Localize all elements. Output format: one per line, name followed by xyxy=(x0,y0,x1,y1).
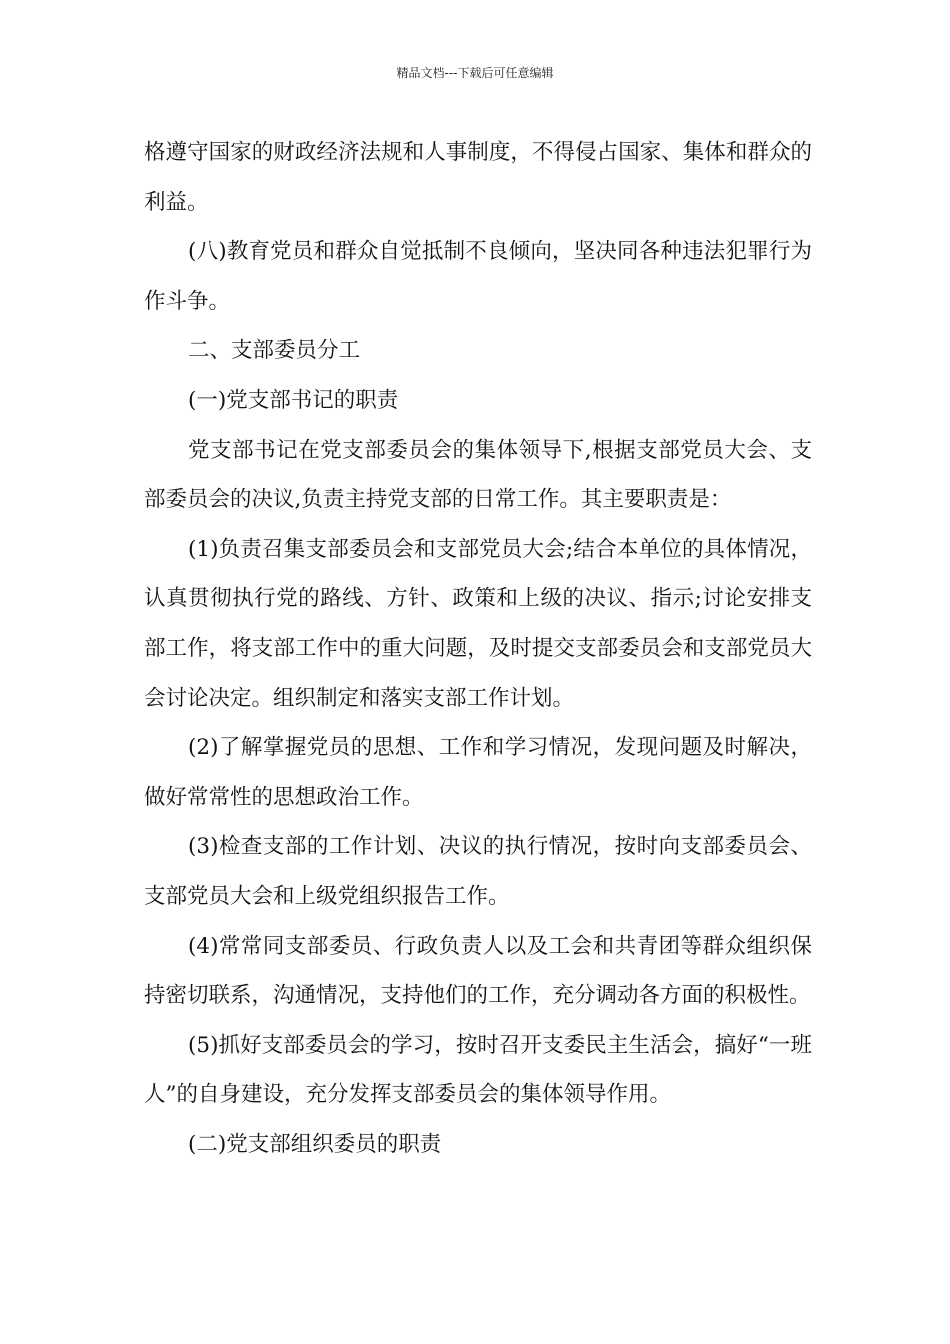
paragraph-duty-4: (4)常常同支部委员、行政负责人以及工会和共青团等群众组织保持密切联系，沟通情况，支持他们的工作，充分调动各方面的积极性。 xyxy=(144,933,812,1009)
subheading-organization-member-duties: (二)党支部组织委员的职责 xyxy=(188,1131,442,1157)
paragraph-secretary-intro: 党支部书记在党支部委员会的集体领导下,根据支部党员大会、支部委员会的决议,负责主持党支部的日常工作。其主要职责是： xyxy=(144,437,812,513)
section-heading-committee-division: 二、支部委员分工 xyxy=(188,338,361,364)
paragraph-item-8: (八)教育党员和群众自觉抵制不良倾向，坚决同各种违法犯罪行为作斗争。 xyxy=(144,239,812,314)
paragraph-duty-5: (5)抓好支部委员会的学习，按时召开支委民主生活会，搞好“一班人”的自身建设，充分发挥支部委员会的集体领导作用。 xyxy=(144,1032,812,1108)
paragraph-continuation: 格遵守国家的财政经济法规和人事制度，不得侵占国家、集体和群众的利益。 xyxy=(144,140,812,215)
subheading-secretary-duties: (一)党支部书记的职责 xyxy=(188,387,399,413)
paragraph-duty-1: (1)负责召集支部委员会和支部党员大会;结合本单位的具体情况，认真贯彻执行党的路线、方针、政策和上级的决议、指示;讨论安排支部工作，将支部工作中的重大问题，及时提交支部委员会和支部党员大会讨论决定。组织制定和落实支部工作计划。 xyxy=(144,536,812,711)
document-body xyxy=(144,128,812,1169)
paragraph-duty-3: (3)检查支部的工作计划、决议的执行情况，按时向支部委员会、支部党员大会和上级党组织报告工作。 xyxy=(144,834,812,909)
page-header: 精品文档---下载后可任意编辑 xyxy=(396,66,554,80)
paragraph-duty-2: (2)了解掌握党员的思想、工作和学习情况，发现问题及时解决，做好常常性的思想政治工作。 xyxy=(144,735,812,810)
